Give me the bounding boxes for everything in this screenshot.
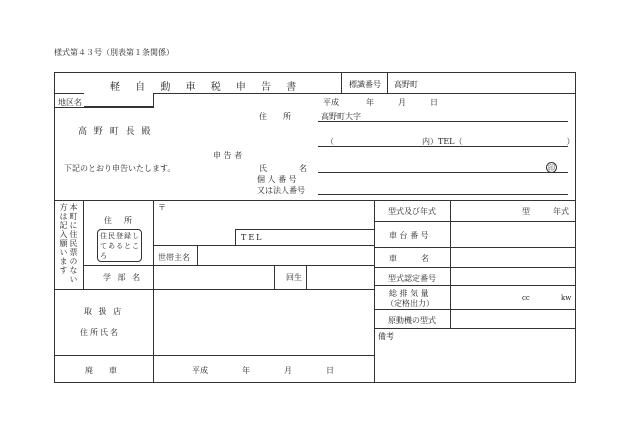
date-era: 平成	[323, 98, 339, 107]
name-underline	[318, 172, 568, 173]
household-head-field[interactable]	[198, 246, 373, 264]
dealer-field[interactable]	[154, 290, 373, 354]
displacement-label-2: （定格出力）	[386, 299, 434, 308]
scrap-month-label: 月	[284, 366, 292, 375]
school-label: 学 部 名	[103, 273, 143, 282]
remarks-label: 備考	[378, 332, 394, 341]
phone-line: （ 内）TEL（ ）	[326, 137, 575, 146]
grade-label: 回生	[286, 273, 302, 282]
name-label: 氏 名	[259, 164, 307, 173]
addressee: 高 野 町 長 殿	[78, 127, 153, 137]
year-unit: 年式	[553, 207, 569, 216]
tel-label: TEL	[241, 233, 264, 242]
sign-number-label: 標識番号	[349, 80, 381, 89]
vertical-note: 本町に住民票のない方は記入願います	[59, 203, 78, 284]
household-head-label: 世帯主名	[158, 253, 190, 262]
chassis-number-field[interactable]	[451, 222, 575, 246]
town-name-header: 高野町	[394, 80, 418, 89]
model-year-label: 型式及び年式	[388, 207, 436, 216]
date-day-label: 日	[430, 98, 438, 107]
kw-unit: kw	[561, 294, 572, 302]
district-field[interactable]	[84, 93, 154, 107]
scrap-label: 廃 車	[85, 366, 117, 375]
personal-number-label: 個 人 番 号	[257, 175, 297, 184]
postal-mark: 〒	[158, 203, 166, 212]
model-unit: 型	[522, 207, 530, 216]
declarant-address-label: 住 所	[259, 112, 291, 121]
model-cert-label: 型式認定番号	[388, 274, 436, 283]
seal-mark: 印	[548, 164, 555, 172]
number-underline	[318, 194, 568, 195]
corporate-number-label: 又は法人番号	[257, 186, 305, 195]
form-title: 軽 自 動 車 税 申 告 書	[110, 82, 303, 93]
dealer-address-label: 住所氏名	[80, 328, 120, 337]
vehicle-name-label: 車 名	[389, 254, 429, 263]
registered-note: 住民登録してあるところ	[100, 232, 140, 260]
scrap-year-label: 年	[242, 366, 250, 375]
remarks-field[interactable]	[376, 341, 574, 381]
displacement-label-1: 総 排 気 量	[389, 289, 429, 298]
date-month-label: 月	[398, 98, 406, 107]
scrap-day-label: 日	[326, 366, 334, 375]
chassis-number-label: 車 台 番 号	[389, 231, 429, 240]
declaration-text: 下記のとおり申告いたします。	[64, 164, 176, 173]
district-label: 地区名	[58, 98, 82, 107]
resident-address-label: 住 所	[104, 216, 134, 225]
scrap-date-era: 平成	[192, 366, 208, 375]
dealer-label: 取 扱 店	[84, 307, 124, 316]
form-number: 様式第４３号（別表第１条関係）	[54, 48, 174, 57]
date-year-label: 年	[366, 98, 374, 107]
declarant-label: 申 告 者	[213, 151, 243, 160]
vehicle-name-field[interactable]	[451, 248, 575, 266]
phone-underline	[318, 146, 568, 147]
address-underline	[318, 121, 568, 122]
declarant-address-value: 高野町大字	[321, 112, 361, 121]
resident-address-field[interactable]	[154, 214, 374, 215]
cc-unit: cc	[522, 294, 530, 302]
engine-model-label: 原動機の型式	[388, 316, 436, 325]
